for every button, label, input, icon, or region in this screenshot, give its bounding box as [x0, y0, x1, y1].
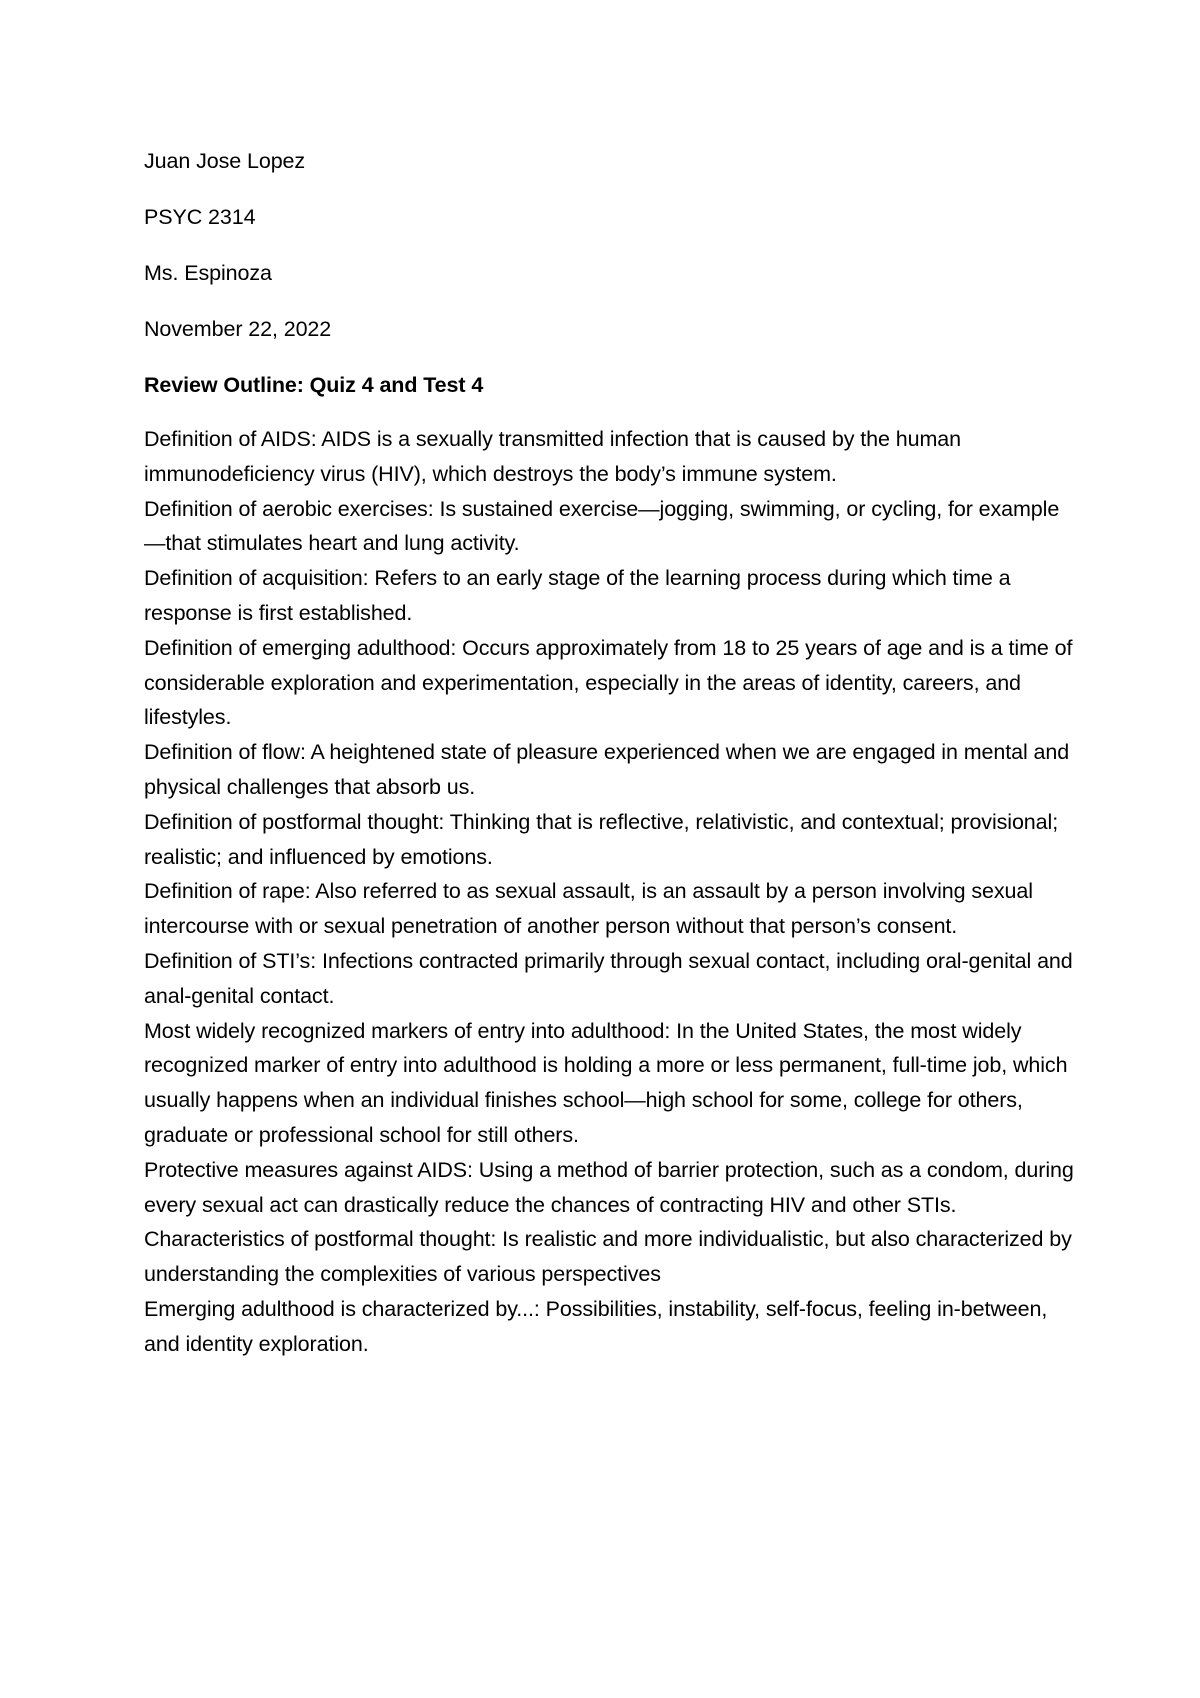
definition-entry: Most widely recognized markers of entry into adulthood: In the United States, the most widely recognized marker of entry into adulthood is holding a more or less permanent, full-time job, which usually happens when an individual finishes school—high school for some, college for others, graduate or professional school for still others. — [144, 1018, 1068, 1147]
definition-list — [144, 422, 1074, 1362]
definition-entry: Definition of aerobic exercises: Is sustained exercise—jogging, swimming, or cycling, for example—that stimulates heart and lung activity. — [144, 496, 1060, 556]
definition-entry: Emerging adulthood is characterized by...: Possibilities, instability, self-focus, feeling in-between, and identity exploration. — [144, 1296, 1048, 1356]
document-body — [144, 146, 1074, 1362]
definition-entry: Definition of emerging adulthood: Occurs approximately from 18 to 25 years of age and is a time of considerable exploration and experimentation, especially in the areas of identity, careers, and lifestyles. — [144, 635, 1073, 730]
definition-entry: Definition of rape: Also referred to as sexual assault, is an assault by a person involving sexual intercourse with or sexual penetration of another person without that person’s consent. — [144, 879, 1033, 939]
definition-entry: Definition of postformal thought: Thinking that is reflective, relativistic, and contextual; provisional; realistic; and influenced by emotions. — [144, 809, 1059, 869]
definition-entry: Definition of STI’s: Infections contracted primarily through sexual contact, including oral-genital and anal-genital contact. — [144, 948, 1073, 1008]
definition-entry: Characteristics of postformal thought: Is realistic and more individualistic, but also characterized by understanding the complexities of various perspectives — [144, 1227, 1072, 1287]
document-date: November 22, 2022 — [144, 317, 332, 341]
definition-entry: Definition of AIDS: AIDS is a sexually transmitted infection that is caused by the human immunodeficiency virus (HIV), which destroys the body’s immune system. — [144, 427, 961, 486]
course-code: PSYC 2314 — [144, 205, 256, 229]
instructor-name: Ms. Espinoza — [144, 261, 272, 285]
definition-entry: Definition of acquisition: Refers to an early stage of the learning process during which time a response is first established. — [144, 566, 1011, 625]
student-name: Juan Jose Lopez — [144, 149, 306, 173]
definition-entry: Definition of flow: A heightened state of pleasure experienced when we are engaged in mental and physical challenges that absorb us. — [144, 740, 1070, 799]
definition-entry: Protective measures against AIDS: Using a method of barrier protection, such as a condom, during every sexual act can drastically reduce the chances of contracting HIV and other STIs. — [144, 1157, 1074, 1217]
document-title: Review Outline: Quiz 4 and Test 4 — [144, 373, 484, 397]
